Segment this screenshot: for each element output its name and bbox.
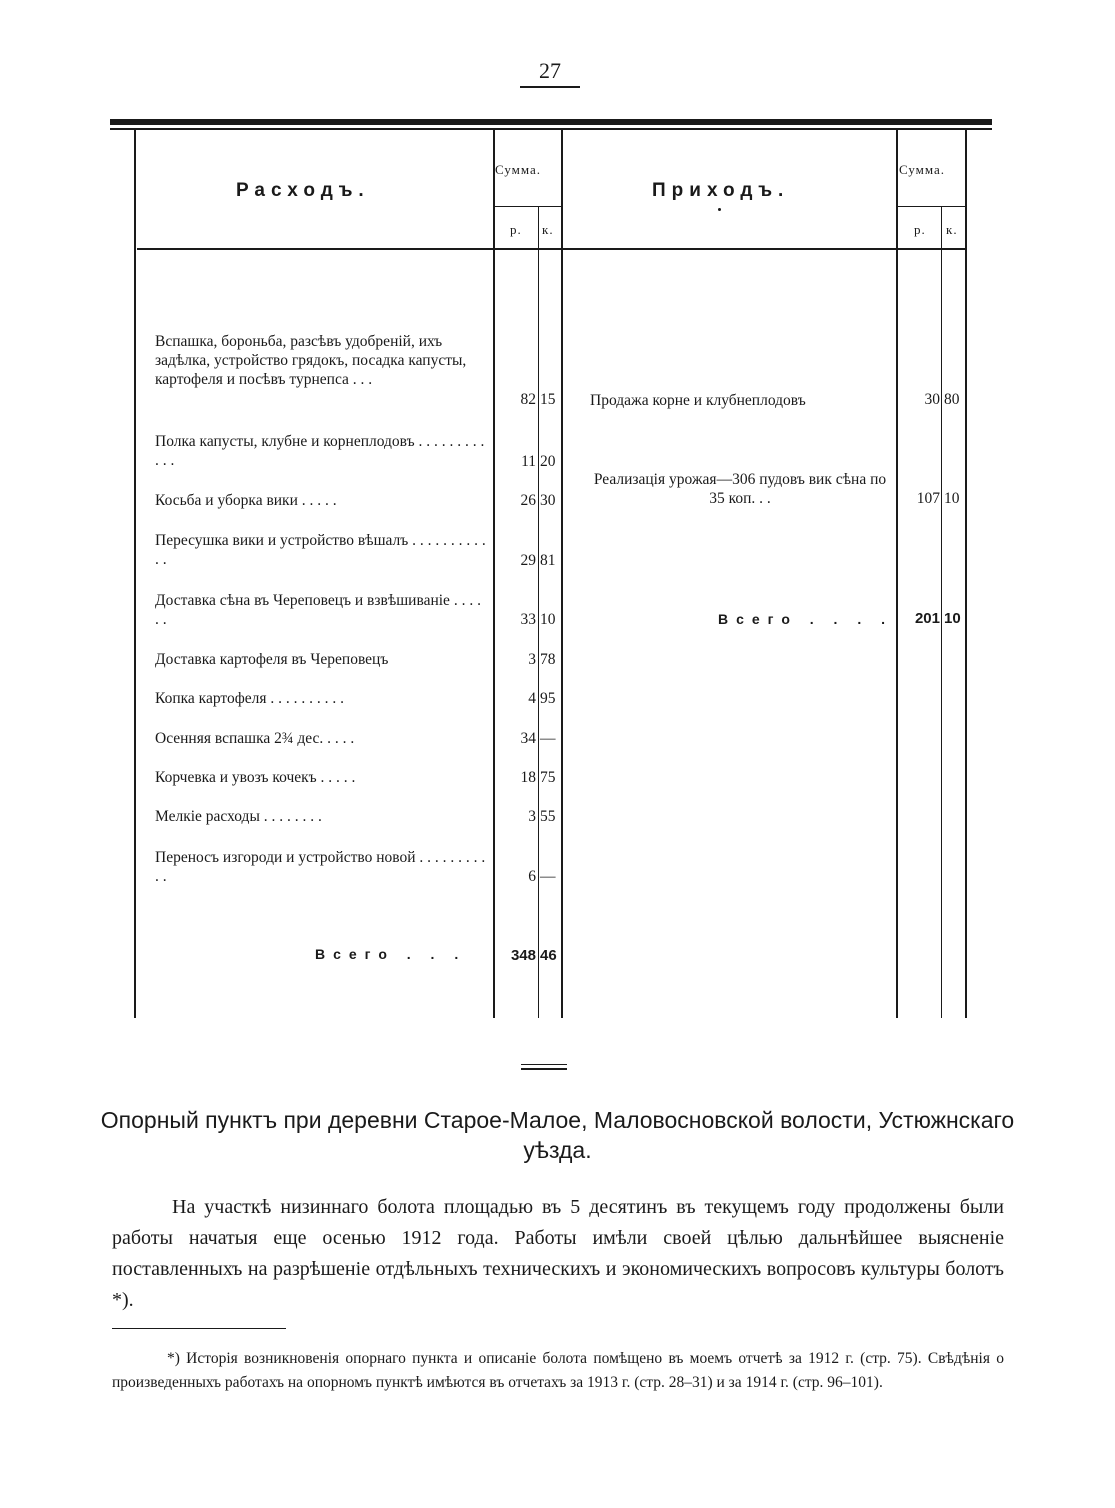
income-total-kop: 10 — [944, 610, 961, 627]
expense-item: Переносъ изгороди и устройство новой . . . . . . . . . . . — [155, 849, 486, 885]
page-number: 27 — [539, 58, 561, 83]
body-paragraph: На участкѣ низиннаго болота площадью въ 5 десятинъ въ текущемъ году продолжены были работы начатыя еще осенью 1912 года. Работы имѣли своей цѣлью дальнѣйшее выясненіе поставленныхъ на разрѣшеніе отдѣльныхъ техническихъ и экономическихъ вопросовъ культуры болотъ *). — [112, 1196, 1004, 1311]
income-rub: 107 — [916, 490, 940, 507]
expense-rub: 82 — [520, 391, 536, 408]
income-sum-left — [896, 128, 898, 1018]
income-header: Приходъ. — [652, 180, 790, 201]
expense-item: Косьба и уборка вики . . . . . — [155, 492, 337, 509]
table-top-rule-thin — [110, 128, 992, 130]
expense-rub-kop-divider — [538, 206, 539, 1018]
expense-item: Полка капусты, клубне и корнеплодовъ . . . . . . . . . . . . — [155, 433, 485, 469]
income-item: Продажа корне и клубнеплодовъ — [590, 392, 806, 409]
income-rub-kop-divider — [941, 206, 942, 1018]
income-total-rub: 201 — [914, 610, 940, 627]
expense-kop: 30 — [540, 492, 556, 509]
expense-total-kop: 46 — [540, 947, 557, 964]
section-separator-top — [521, 1064, 567, 1065]
expense-rub: 26 — [520, 492, 536, 509]
expense-item: Доставка сѣна въ Череповецъ и взвѣшиваніе . . . . . . — [155, 592, 481, 628]
sum-header-rule-right — [897, 206, 966, 207]
expense-kop: 75 — [540, 769, 556, 786]
expense-item: Доставка картофеля въ Череповецъ — [155, 651, 389, 668]
income-kop: 10 — [944, 490, 960, 507]
table-top-rule-thick — [110, 119, 992, 125]
expense-total-label: Всего . . . — [315, 946, 467, 962]
expense-kop: 10 — [540, 611, 556, 628]
section-separator-bottom — [521, 1068, 567, 1070]
income-rub-header: р. — [914, 222, 926, 237]
expense-rub: 34 — [520, 730, 536, 747]
header-bottom-rule — [137, 248, 966, 250]
sum-header-rule-left — [494, 206, 562, 207]
expense-rub: 11 — [521, 453, 536, 470]
expense-kop: 55 — [540, 808, 556, 825]
income-kop-header: к. — [946, 222, 958, 237]
expense-rub: 33 — [520, 611, 536, 628]
expense-item: Пересушка вики и устройство вѣшалъ . . . . . . . . . . . . — [155, 532, 486, 568]
income-rub: 30 — [924, 391, 940, 408]
expense-item: Копка картофеля . . . . . . . . . . — [155, 690, 344, 707]
income-total-label: Всего . . . . — [718, 611, 893, 627]
income-kop: 80 — [944, 391, 960, 408]
income-item: Реализація урожая—306 пудовъ вик сѣна по 35 коп. . . — [593, 471, 887, 507]
expense-rub-header: р. — [510, 222, 522, 237]
page-number-underline — [520, 86, 580, 88]
expense-kop: 20 — [540, 453, 556, 470]
table-right-border — [965, 128, 967, 1018]
footnote-rule — [112, 1328, 286, 1329]
expense-rub: 29 — [520, 552, 536, 569]
expense-rub: 6 — [528, 868, 536, 885]
table-left-border — [134, 128, 136, 1018]
expense-rub: 18 — [520, 769, 536, 786]
expense-rub: 3 — [528, 808, 536, 825]
expense-item: Мелкіе расходы . . . . . . . . — [155, 808, 322, 825]
expense-item: Вспашка, бороньба, разсѣвъ удобреній, ихъ задѣлка, устройство грядокъ, посадка капусты, картофеля и посѣвъ турнепса . . . — [155, 333, 467, 388]
expense-kop: 81 — [540, 552, 556, 569]
income-sum-header: Сумма. — [899, 162, 946, 177]
expense-total-rub: 348 — [510, 947, 536, 964]
header-dot — [718, 208, 721, 211]
expense-sum-header: Сумма. — [495, 162, 542, 177]
expense-kop: 15 — [540, 391, 556, 408]
footnote: *) Исторія возникновенія опорнаго пункта и описаніе болота помѣщено въ моемъ отчетѣ за 1912 г. (стр. 75). Свѣдѣнія о произведенныхъ работахъ на опорномъ пунктѣ имѣются въ отчетахъ за 1913 г. (стр. 28–31) и за 1914 г. (стр. 96–101). — [112, 1350, 1004, 1391]
expense-rub: 3 — [528, 651, 536, 668]
expense-item: Осенняя вспашка 2¾ дес. . . . . — [155, 730, 355, 747]
expense-kop: 95 — [540, 690, 556, 707]
expense-item: Корчевка и увозъ кочекъ . . . . . — [155, 769, 356, 786]
expense-kop: 78 — [540, 651, 556, 668]
expense-rub: 4 — [528, 690, 536, 707]
expense-kop-header: к. — [542, 222, 554, 237]
expense-header: Расходъ. — [236, 180, 370, 201]
expense-kop: — — [540, 868, 556, 885]
section-heading: Опорный пунктъ при деревни Старое-Малое, Маловосновской волости, Устюжнскаго уѣзда. — [100, 1107, 1015, 1163]
expense-kop: — — [540, 730, 556, 747]
